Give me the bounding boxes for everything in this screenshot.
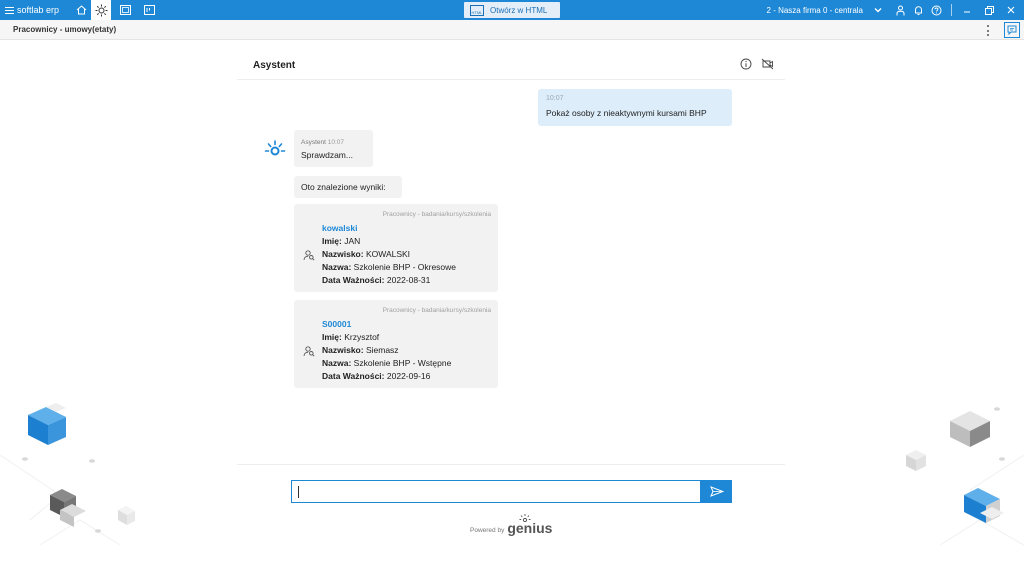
result-imie <box>322 332 379 342</box>
menu-icon[interactable] <box>0 0 14 20</box>
user-icon[interactable] <box>893 0 907 20</box>
powered-by <box>470 522 552 534</box>
separator <box>951 4 952 16</box>
app-name[interactable]: softlab erp <box>17 5 60 15</box>
html-icon <box>470 5 484 16</box>
bell-icon[interactable] <box>911 0 925 20</box>
result-card[interactable] <box>294 300 498 388</box>
open-html-button[interactable] <box>464 2 560 18</box>
powered-by-label: Powered by <box>470 527 505 534</box>
assistant-avatar-icon <box>264 138 286 160</box>
bot-checking-text: Sprawdzam... <box>301 150 353 160</box>
bot-message-checking <box>294 130 373 167</box>
top-bar <box>0 0 1024 20</box>
send-icon <box>710 486 724 497</box>
decorative-cubes-right <box>880 395 1024 555</box>
message-input[interactable] <box>291 480 701 503</box>
html-badge-label: HTML <box>471 9 483 15</box>
result-record-link[interactable]: kowalski <box>322 223 358 233</box>
assistant-panel <box>237 50 785 555</box>
data-value: 2022-08-31 <box>386 275 431 285</box>
kanban-icon[interactable] <box>139 0 159 20</box>
company-selector[interactable]: 2 - Nasza firma 0 - centrala <box>766 5 863 15</box>
text-caret <box>298 486 299 498</box>
person-search-icon <box>303 345 315 357</box>
user-message <box>538 89 732 126</box>
home-icon[interactable] <box>71 0 91 20</box>
sun-icon[interactable] <box>91 0 111 20</box>
camera-off-icon[interactable] <box>761 58 774 70</box>
user-message-time: 10:07 <box>546 95 564 102</box>
user-message-text: Pokaż osoby z nieaktywnymi kursami BHP <box>546 108 707 118</box>
breadcrumb: Pracownicy - umowy(etaty) <box>13 25 117 34</box>
result-source: Pracownicy - badania/kursy/szkolenia <box>382 211 491 218</box>
minimize-icon[interactable] <box>960 0 974 20</box>
chat-icon <box>1007 25 1017 35</box>
bot-name: Asystent <box>301 139 326 146</box>
result-record-link[interactable]: S00001 <box>322 319 352 329</box>
assistant-title: Asystent <box>253 60 296 71</box>
result-imie <box>322 236 360 246</box>
qr-icon[interactable] <box>115 0 135 20</box>
more-options-icon[interactable] <box>986 25 990 36</box>
genius-logo-text: genius <box>507 520 553 536</box>
result-nazwisko <box>322 249 410 259</box>
composer-divider <box>237 464 785 465</box>
result-nazwa <box>322 358 451 368</box>
open-html-label: Otwórz w HTML <box>490 5 548 15</box>
result-data <box>322 371 430 381</box>
result-source: Pracownicy - badania/kursy/szkolenia <box>382 307 491 314</box>
nazwa-label: Nazwa: <box>322 358 352 368</box>
data-label: Data Ważności: <box>322 275 385 285</box>
result-data <box>322 275 430 285</box>
imie-value: JAN <box>344 236 361 246</box>
nazwisko-label: Nazwisko: <box>322 345 364 355</box>
genius-logo-rays-icon <box>519 513 531 522</box>
close-icon[interactable] <box>1004 0 1018 20</box>
nazwa-label: Nazwa: <box>322 262 352 272</box>
bot-message-intro <box>294 176 402 198</box>
imie-label: Imię: <box>322 236 342 246</box>
nazwa-value: Szkolenie BHP - Okresowe <box>353 262 457 272</box>
genius-logo <box>507 522 552 534</box>
restore-icon[interactable] <box>982 0 996 20</box>
nazwa-value: Szkolenie BHP - Wstępne <box>353 358 452 368</box>
assistant-header <box>237 50 785 80</box>
data-value: 2022-09-16 <box>386 371 431 381</box>
nazwisko-value: KOWALSKI <box>365 249 411 259</box>
info-icon[interactable] <box>740 58 752 70</box>
help-icon[interactable] <box>929 0 943 20</box>
nazwisko-value: Siemasz <box>365 345 399 355</box>
chat-toggle-button[interactable] <box>1004 22 1020 38</box>
sub-bar <box>0 20 1024 40</box>
result-nazwa <box>322 262 456 272</box>
send-button[interactable] <box>701 480 732 503</box>
nazwisko-label: Nazwisko: <box>322 249 364 259</box>
chevron-down-icon[interactable] <box>871 0 885 20</box>
person-search-icon <box>303 249 315 261</box>
bot-message-time: 10:07 <box>327 139 345 146</box>
result-nazwisko <box>322 345 399 355</box>
result-card[interactable] <box>294 204 498 292</box>
bot-intro-text: Oto znalezione wyniki: <box>301 182 386 192</box>
decorative-cubes-left <box>0 395 160 555</box>
imie-label: Imię: <box>322 332 342 342</box>
imie-value: Krzysztof <box>344 332 380 342</box>
data-label: Data Ważności: <box>322 371 385 381</box>
